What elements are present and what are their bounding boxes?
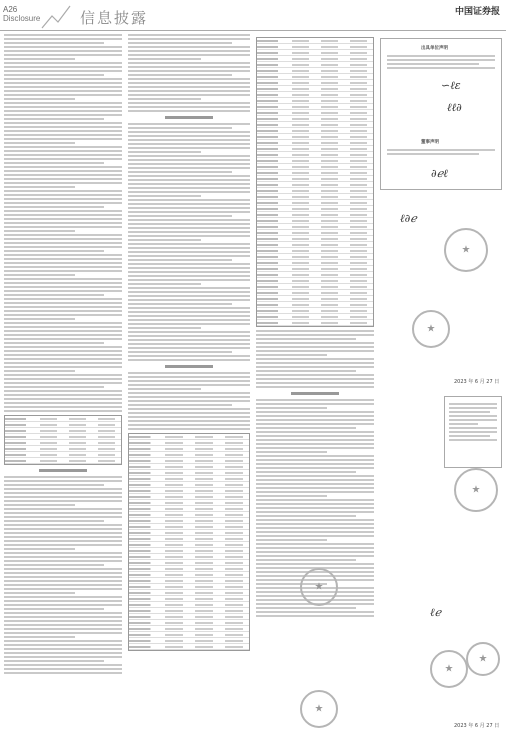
company-seal	[466, 642, 500, 676]
data-table	[4, 415, 122, 465]
page-header	[0, 0, 506, 32]
company-seal	[430, 650, 468, 688]
section-label-en: Disclosure	[3, 14, 41, 23]
handwritten-signature: ℓℯ	[430, 606, 442, 619]
handwritten-signature: ∽ℓε	[441, 79, 461, 92]
header-rule	[0, 30, 506, 31]
statement-title: 董事声明	[421, 140, 439, 145]
statement-box-1	[380, 38, 502, 190]
column-3	[256, 34, 374, 619]
statement-text	[387, 55, 495, 71]
handwritten-signature: ℓ∂ℯ	[400, 212, 417, 225]
page-number: A26	[3, 5, 18, 14]
statement-text	[387, 149, 495, 157]
text-block	[128, 34, 250, 430]
statement-date: 2023 年 6 月 27 日	[454, 723, 500, 729]
company-seal	[300, 690, 338, 728]
statement-date: 2023 年 6 月 27 日	[454, 379, 500, 385]
company-seal	[300, 568, 338, 606]
handwritten-signature: ℓℓ∂	[447, 101, 462, 114]
section-title: 信息披露	[80, 9, 149, 27]
company-seal	[454, 468, 498, 512]
column-2	[128, 34, 250, 654]
column-1	[4, 34, 122, 676]
data-table	[256, 37, 374, 327]
data-table	[128, 433, 250, 651]
statement-title: 出具单位声明	[421, 46, 448, 51]
certificate-box	[444, 396, 502, 468]
text-block	[4, 34, 122, 412]
company-seal	[412, 310, 450, 348]
company-seal	[444, 228, 488, 272]
text-block	[4, 469, 122, 674]
header-decoration-icon	[40, 2, 80, 30]
masthead-logo: 中国证券报	[454, 7, 500, 17]
handwritten-signature: ∂ℯℓ	[431, 167, 448, 180]
